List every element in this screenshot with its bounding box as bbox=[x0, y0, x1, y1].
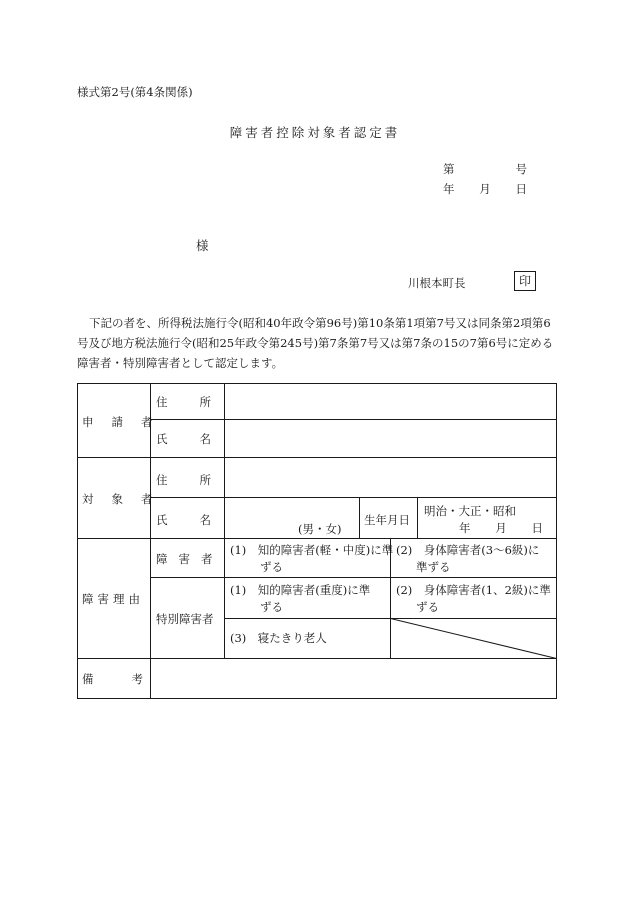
applicant-name-field[interactable] bbox=[226, 421, 555, 456]
subject-address-field[interactable] bbox=[226, 459, 555, 496]
applicant-address-label: 住所 bbox=[156, 395, 243, 409]
option-intellectual-mild-line2: ずる bbox=[260, 560, 283, 574]
subject-address-label: 住所 bbox=[156, 473, 243, 487]
applicant-name-label: 氏名 bbox=[156, 432, 243, 446]
document-title: 障害者控除対象者認定書 bbox=[229, 125, 401, 140]
subject-name-label: 氏名 bbox=[156, 513, 243, 527]
number-suffix: 号 bbox=[515, 162, 527, 176]
subject-label: 対象者 bbox=[82, 492, 171, 506]
statement-line-2: 号及び地方税法施行令(昭和25年政令第245号)第7条第7号又は第7条の15の7第6号に定める bbox=[77, 336, 554, 350]
era-options: 明治・大正・昭和 bbox=[424, 504, 516, 518]
date-year: 年 bbox=[443, 182, 455, 196]
statement-line-1: 下記の者を、所得税法施行令(昭和40年政令第96号)第10条第1項第7号又は同条第2項第6 bbox=[89, 316, 551, 330]
special-disabled-label: 特別障害者 bbox=[156, 612, 214, 626]
birth-day: 日 bbox=[531, 521, 543, 535]
issuer-name: 川根本町長 bbox=[408, 276, 466, 290]
option-physical-3-6-line2: 準ずる bbox=[416, 560, 451, 574]
option-intellectual-mild-line1: (1) 知的障害者(軽・中度)に準 bbox=[230, 543, 394, 557]
option-bedridden-elderly[interactable]: (3) 寝たきり老人 bbox=[230, 631, 327, 645]
applicant-address-field[interactable] bbox=[226, 385, 555, 418]
option-physical-1-2-line1: (2) 身体障害者(1、2級)に準 bbox=[396, 583, 551, 597]
date-month: 月 bbox=[479, 182, 491, 196]
applicant-label-text: 申請者 bbox=[82, 415, 171, 429]
form-number: 様式第2号(第4条関係) bbox=[77, 85, 193, 99]
disabled-label: 障害者 bbox=[156, 552, 224, 566]
seal-box: 印 bbox=[514, 271, 536, 291]
option-physical-1-2[interactable] bbox=[396, 582, 551, 616]
reason-label: 障害理由 bbox=[82, 592, 144, 606]
remarks-label: 備考 bbox=[82, 672, 181, 686]
option-physical-3-6[interactable] bbox=[396, 542, 539, 576]
birthdate-label: 生年月日 bbox=[364, 513, 410, 527]
number-prefix: 第 bbox=[443, 162, 455, 176]
applicant-label bbox=[82, 414, 171, 430]
option-physical-1-2-line2: ずる bbox=[416, 600, 439, 614]
option-intellectual-severe[interactable] bbox=[230, 582, 370, 616]
date-day: 日 bbox=[515, 182, 527, 196]
option-intellectual-mild[interactable] bbox=[230, 542, 393, 576]
remarks-field[interactable] bbox=[152, 660, 555, 697]
option-intellectual-severe-line1: (1) 知的障害者(重度)に準 bbox=[230, 583, 371, 597]
option-physical-3-6-line1: (2) 身体障害者(3～6級)に bbox=[396, 543, 540, 557]
birth-month: 月 bbox=[495, 521, 507, 535]
addressee-suffix: 様 bbox=[196, 238, 209, 253]
option-intellectual-severe-line2: ずる bbox=[260, 600, 283, 614]
void-diagonal-line bbox=[391, 619, 557, 659]
statement-line-3: 障害者・特別障害者として認定します。 bbox=[77, 356, 284, 370]
gender-options: (男・女) bbox=[298, 522, 342, 536]
birth-year: 年 bbox=[459, 521, 471, 535]
birthdate-ymd bbox=[459, 520, 543, 536]
